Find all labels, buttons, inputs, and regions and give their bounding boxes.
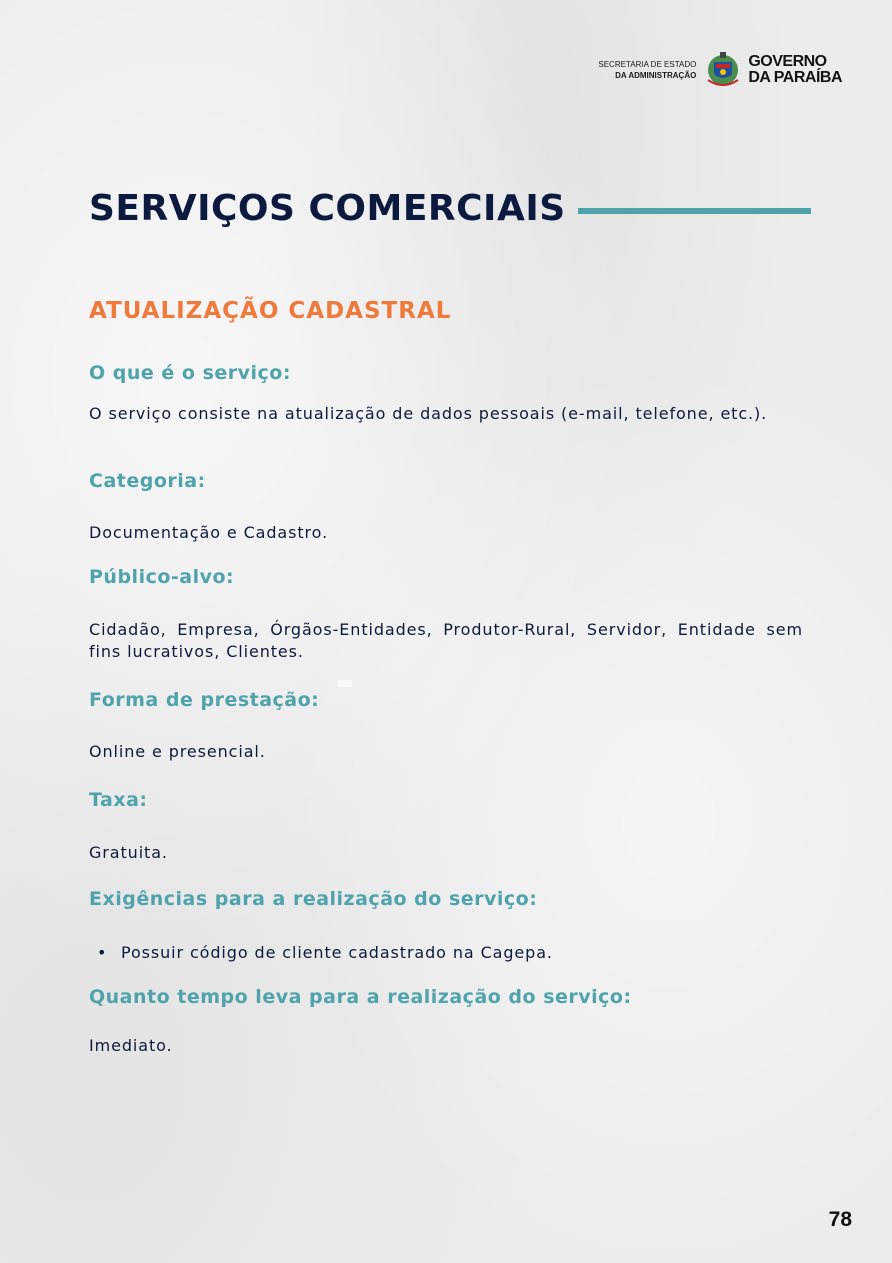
secretaria-line-1: SECRETARIA DE ESTADO <box>598 60 697 69</box>
governo-line-1: GOVERNO <box>748 53 827 70</box>
delivery-text: Online e presencial. <box>89 742 266 761</box>
list-item <box>97 942 553 964</box>
requirements-heading: Exigências para a realização do serviço: <box>89 888 538 910</box>
requirements-list <box>97 942 553 964</box>
audience-text: Cidadão, Empresa, Órgãos-Entidades, Produtor-Rural, Servidor, Entidade sem fins lucrativos, Clientes. <box>89 620 803 661</box>
title-underline-bar <box>578 208 811 214</box>
page-title: SERVIÇOS COMERCIAIS <box>89 188 566 229</box>
secretaria-line-2: DA ADMINISTRAÇÃO <box>615 71 697 80</box>
time-text: Imediato. <box>89 1036 173 1055</box>
delivery-heading: Forma de prestação: <box>89 689 320 711</box>
what-text: O serviço consiste na atualização de dados pessoais (e-mail, telefone, etc.). <box>89 404 768 423</box>
paraiba-coat-of-arms-icon <box>704 50 742 90</box>
secretaria-label <box>598 59 696 81</box>
fee-heading: Taxa: <box>89 789 148 811</box>
bullet-icon: • <box>97 943 108 962</box>
requirement-text: Possuir código de cliente cadastrado na Cagepa. <box>121 943 553 962</box>
governo-line-2: DA PARAÍBA <box>748 69 842 86</box>
what-heading: O que é o serviço: <box>89 362 291 384</box>
page-title-row <box>89 188 811 229</box>
page-number: 78 <box>828 1208 852 1231</box>
category-text: Documentação e Cadastro. <box>89 523 329 542</box>
header-logo-block <box>598 50 842 90</box>
governo-paraiba-wordmark <box>748 54 842 86</box>
paper-scrap-mark <box>338 680 352 687</box>
time-heading: Quanto tempo leva para a realização do serviço: <box>89 986 632 1008</box>
category-heading: Categoria: <box>89 470 206 492</box>
fee-text: Gratuita. <box>89 843 168 862</box>
service-title: ATUALIZAÇÃO CADASTRAL <box>89 298 452 324</box>
audience-heading: Público-alvo: <box>89 566 235 588</box>
